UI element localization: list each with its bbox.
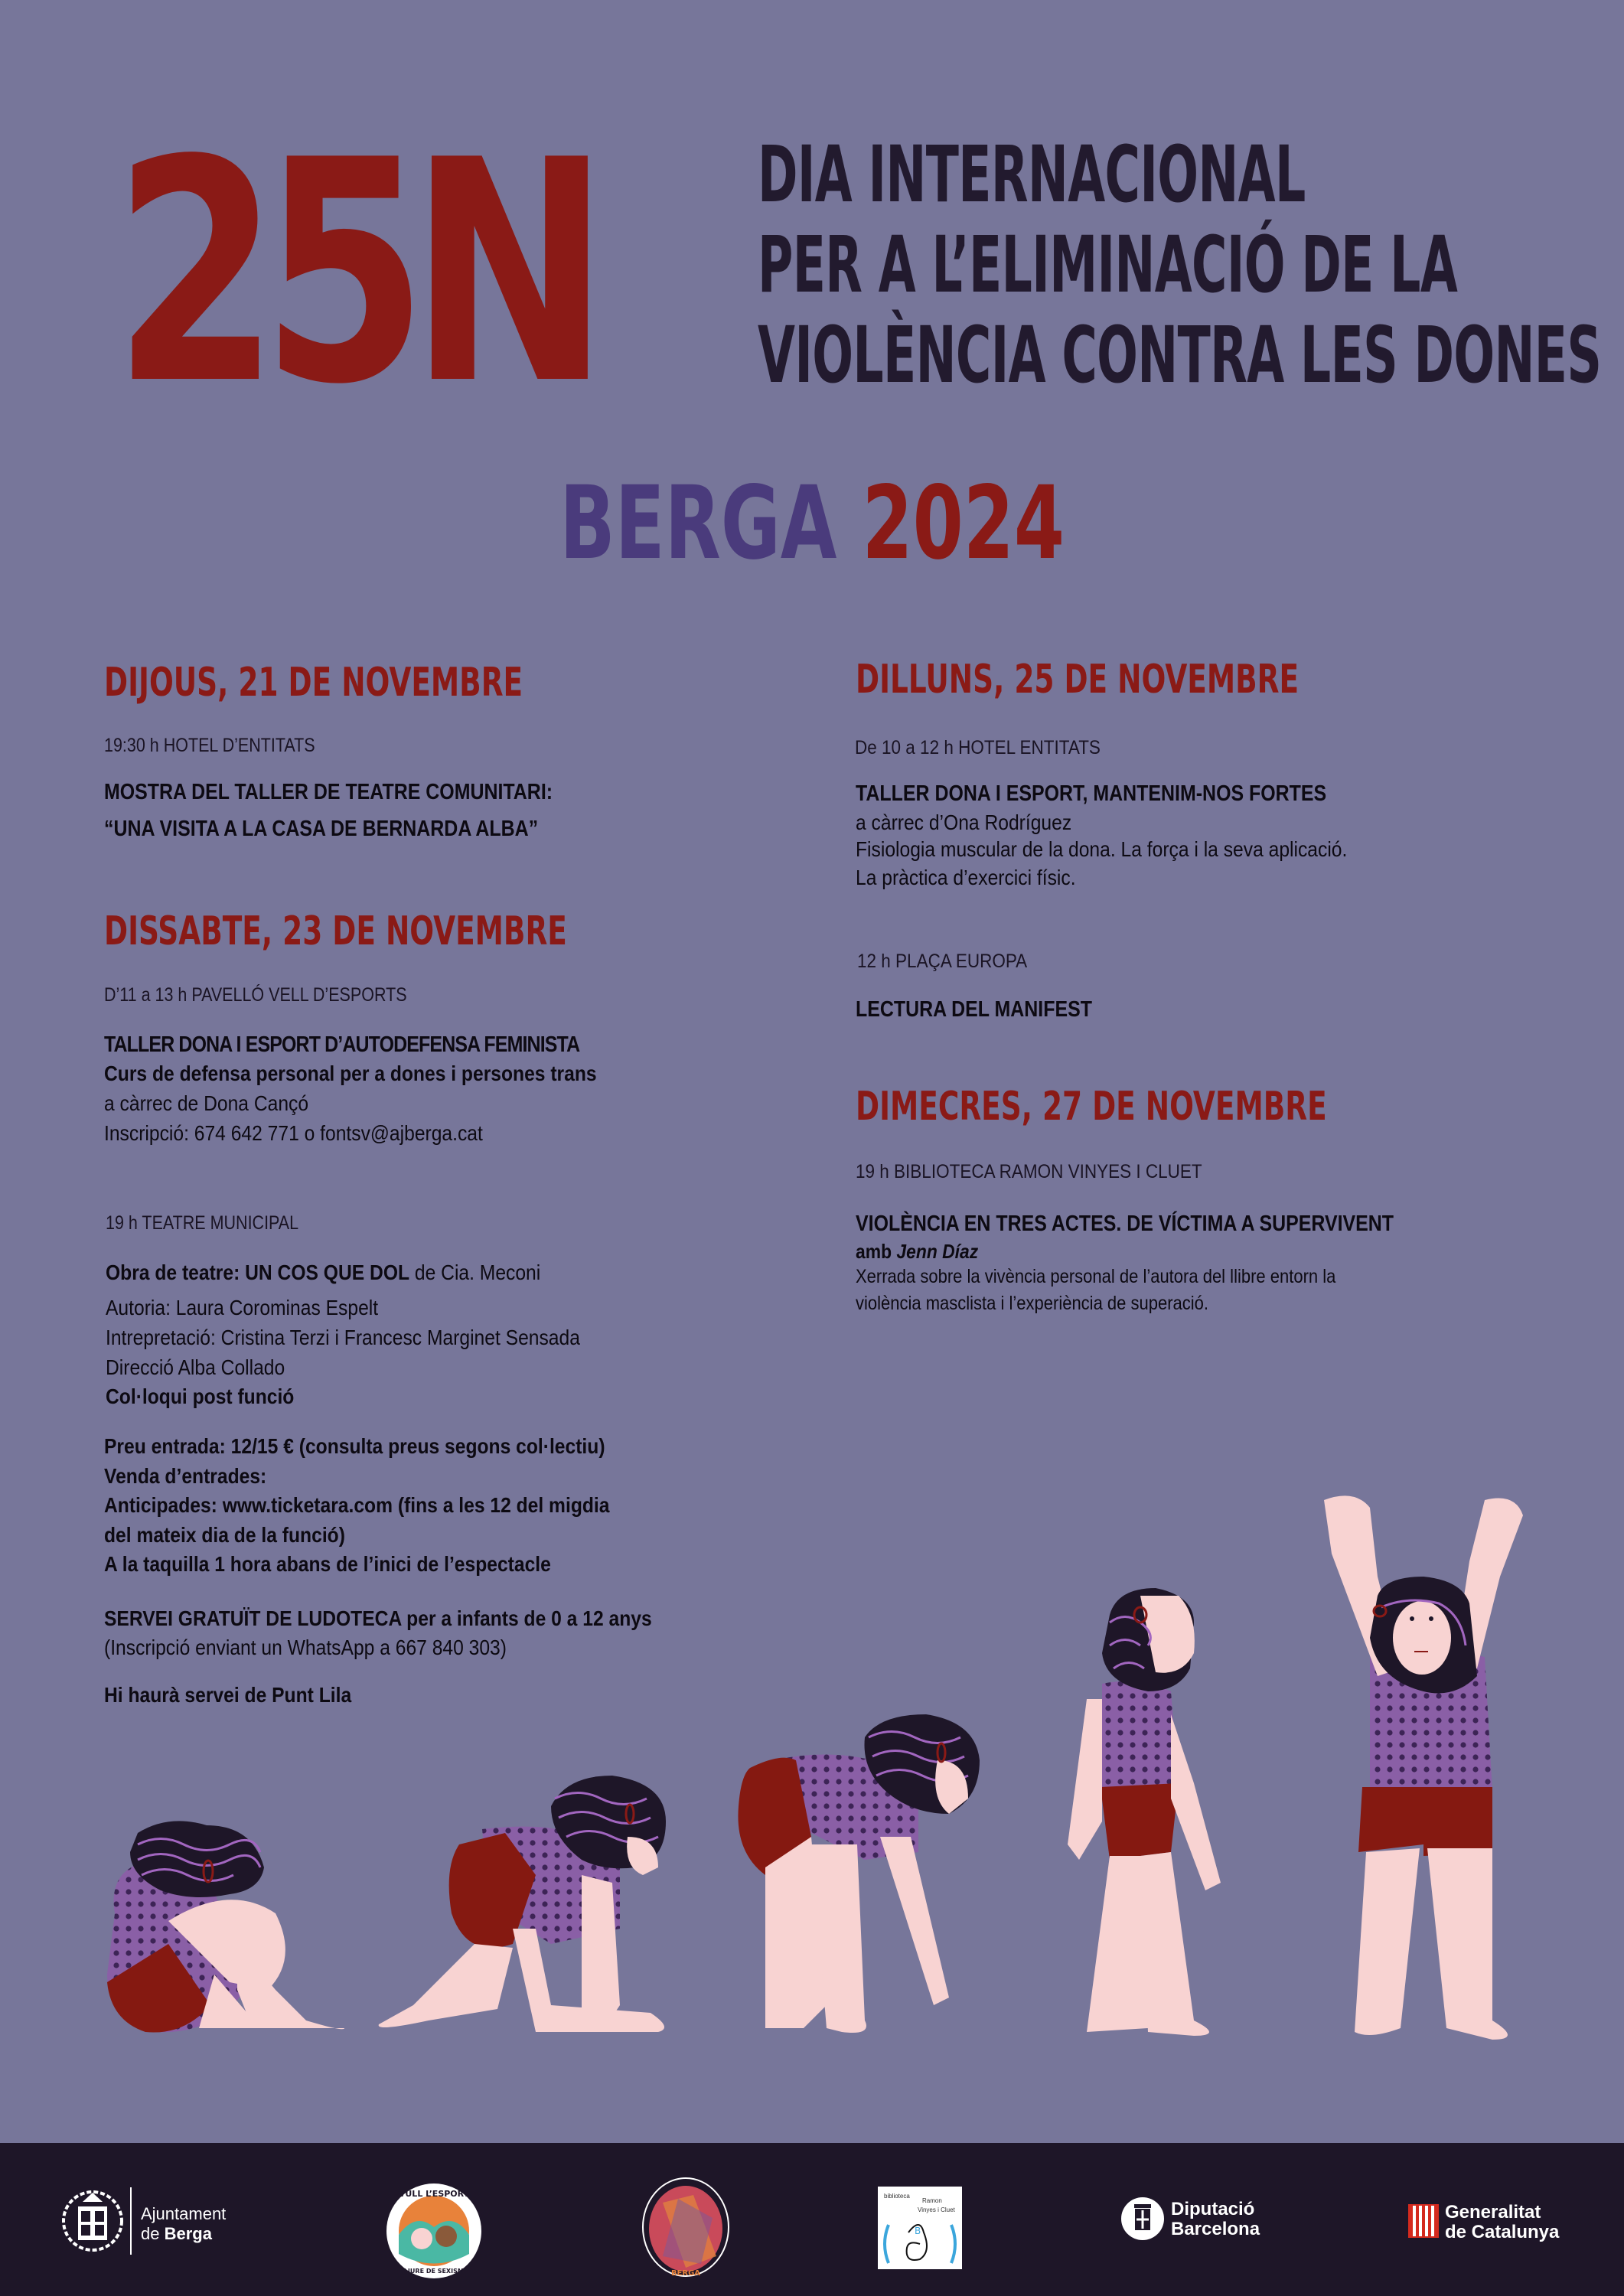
- logo-biblioteca[interactable]: [878, 2187, 962, 2269]
- biblioteca-book-icon: [878, 2187, 962, 2269]
- generalitat-flag-icon: [1408, 2204, 1439, 2238]
- year: 2024: [862, 465, 1065, 582]
- biblioteca-line3: Vinyes i Cluet: [918, 2206, 955, 2213]
- day-heading-dilluns: DILLUNS, 25 DE NOVEMBRE: [856, 657, 1300, 703]
- event-title: LECTURA DEL MANIFEST: [856, 997, 1092, 1022]
- speaker-prefix: amb: [856, 1240, 897, 1263]
- play-credit: Autoria: Laura Corominas Espelt: [106, 1296, 379, 1319]
- ticket-line: Venda d’entrades:: [104, 1464, 267, 1488]
- vull-la-nit-badge-icon: [640, 2172, 732, 2279]
- event-when: 19 h TEATRE MUNICIPAL: [106, 1212, 299, 1234]
- ticket-line-url[interactable]: Anticipades: www.ticketara.com (fins a les 12 del migdia: [104, 1493, 610, 1517]
- event-title: VIOLÈNCIA EN TRES ACTES. DE VÍCTIMA A SUPERVIVENT: [856, 1212, 1394, 1236]
- ticket-line: del mateix dia de la funció): [104, 1523, 345, 1547]
- svg-text:VULL L’ESPORT: VULL L’ESPORT: [398, 2189, 470, 2199]
- women-rising-illustration: [0, 1485, 1624, 2066]
- event-desc: Fisiologia muscular de la dona. La força i la seva aplicació.: [856, 837, 1348, 861]
- biblioteca-line2: Ramon: [922, 2197, 942, 2204]
- title-line-3: VIOLÈNCIA CONTRA LES DONES: [758, 310, 1602, 401]
- punt-lila: Hi haurà servei de Punt Lila: [104, 1683, 352, 1707]
- day-heading-dimecres: DIMECRES, 27 DE NOVEMBRE: [856, 1084, 1327, 1130]
- event-title-line: “UNA VISITA A LA CASA DE BERNARDA ALBA”: [104, 817, 539, 841]
- event-desc: Xerrada sobre la vivència personal de l’autora del llibre entorn la: [856, 1266, 1336, 1287]
- big-25n-title: 25N: [113, 96, 592, 452]
- play-title: [106, 1258, 540, 1288]
- ludoteca-bold: SERVEI GRATUÏT DE LUDOTECA: [104, 1606, 402, 1630]
- city-year-title: [0, 465, 1624, 582]
- event-title: TALLER DONA I ESPORT, MANTENIM-NOS FORTES: [856, 781, 1327, 806]
- svg-text:B: B: [915, 2226, 921, 2236]
- generalitat-line1: Generalitat: [1445, 2202, 1541, 2223]
- figure-crouched: [107, 1821, 344, 2032]
- ajuntament-line2-prefix: de: [141, 2224, 165, 2243]
- day-heading-dijous: DIJOUS, 21 DE NOVEMBRE: [104, 660, 523, 706]
- footer-logos-bar: [0, 2143, 1624, 2296]
- event-when: De 10 a 12 h HOTEL ENTITATS: [855, 737, 1101, 758]
- event-when: 19 h BIBLIOTECA RAMON VINYES I CLUET: [856, 1161, 1202, 1182]
- event-by: a càrrec de Dona Cançó: [104, 1091, 309, 1115]
- play-company: de Cia. Meconi: [409, 1261, 541, 1284]
- vull-esport-badge-icon: [385, 2181, 483, 2281]
- diputacio-shield-icon: [1120, 2197, 1165, 2241]
- event-speaker: [856, 1237, 978, 1267]
- logo-divider: [130, 2187, 132, 2255]
- ajuntament-line1: Ajuntament: [141, 2204, 227, 2223]
- event-when: D’11 a 13 h PAVELLÓ VELL D’ESPORTS: [104, 984, 407, 1006]
- event-desc: violència masclista i l’experiència de superació.: [856, 1293, 1209, 1314]
- figure-standing-profile: [1068, 1588, 1221, 2036]
- svg-text:BERGA: BERGA: [670, 2269, 701, 2278]
- ludoteca-note: (Inscripció enviant un WhatsApp a 667 840 303): [104, 1636, 507, 1659]
- event-by: a càrrec d’Ona Rodríguez: [856, 810, 1072, 834]
- play-title-bold: Obra de teatre: UN COS QUE DOL: [106, 1261, 410, 1284]
- svg-text:LLIURE DE SEXISME: LLIURE DE SEXISME: [399, 2268, 468, 2275]
- figure-bending: [738, 1714, 980, 2033]
- event-title: [758, 130, 1624, 401]
- event-subtitle: Curs de defensa personal per a dones i persones trans: [104, 1062, 597, 1085]
- city-name: BERGA: [559, 465, 837, 582]
- berga-coat-of-arms-icon: [60, 2187, 129, 2259]
- logo-generalitat-catalunya[interactable]: [1408, 2204, 1561, 2242]
- speaker-name: Jenn Díaz: [896, 1240, 979, 1263]
- logo-diputacio-barcelona[interactable]: [1120, 2197, 1273, 2242]
- event-desc: La pràctica d’exercici físic.: [856, 866, 1076, 889]
- event-title: TALLER DONA I ESPORT D’AUTODEFENSA FEMINISTA: [104, 1032, 580, 1057]
- event-signup: Inscripció: 674 642 771 o fontsv@ajberga.cat: [104, 1121, 483, 1145]
- figure-arms-raised: [1324, 1495, 1523, 2040]
- ajuntament-line2-bold: Berga: [164, 2224, 212, 2243]
- biblioteca-line1: biblioteca: [884, 2193, 910, 2200]
- figure-kneeling: [379, 1776, 666, 2032]
- play-credit: Intrepretació: Cristina Terzi i Francesc Marginet Sensada: [106, 1326, 580, 1349]
- logo-vull-la-nit[interactable]: [640, 2172, 732, 2279]
- event-when: 19:30 h HOTEL D’ENTITATS: [104, 735, 315, 756]
- logo-vull-esport[interactable]: [385, 2181, 483, 2281]
- diputacio-line1: Diputació: [1171, 2199, 1255, 2219]
- play-credit: Direcció Alba Collado: [106, 1355, 285, 1379]
- title-line-2: PER A L’ELIMINACIÓ DE LA: [758, 220, 1458, 311]
- ticket-line: A la taquilla 1 hora abans de l’inici de l’espectacle: [104, 1552, 551, 1576]
- logo-ajuntament-berga[interactable]: [60, 2183, 243, 2259]
- event-when: 12 h PLAÇA EUROPA: [857, 951, 1028, 972]
- event-title-line: MOSTRA DEL TALLER DE TEATRE COMUNITARI:: [104, 780, 553, 804]
- generalitat-line2: de Catalunya: [1445, 2222, 1560, 2242]
- day-heading-dissabte: DISSABTE, 23 DE NOVEMBRE: [104, 908, 567, 954]
- colloquium: Col·loqui post funció: [106, 1384, 295, 1408]
- title-line-1: DIA INTERNACIONAL: [758, 129, 1306, 220]
- ajuntament-text: [141, 2204, 226, 2244]
- ticket-line: Preu entrada: 12/15 € (consulta preus segons col·lectiu): [104, 1434, 605, 1458]
- ludoteca-rest: per a infants de 0 a 12 anys: [401, 1606, 652, 1630]
- diputacio-line2: Barcelona: [1171, 2219, 1260, 2239]
